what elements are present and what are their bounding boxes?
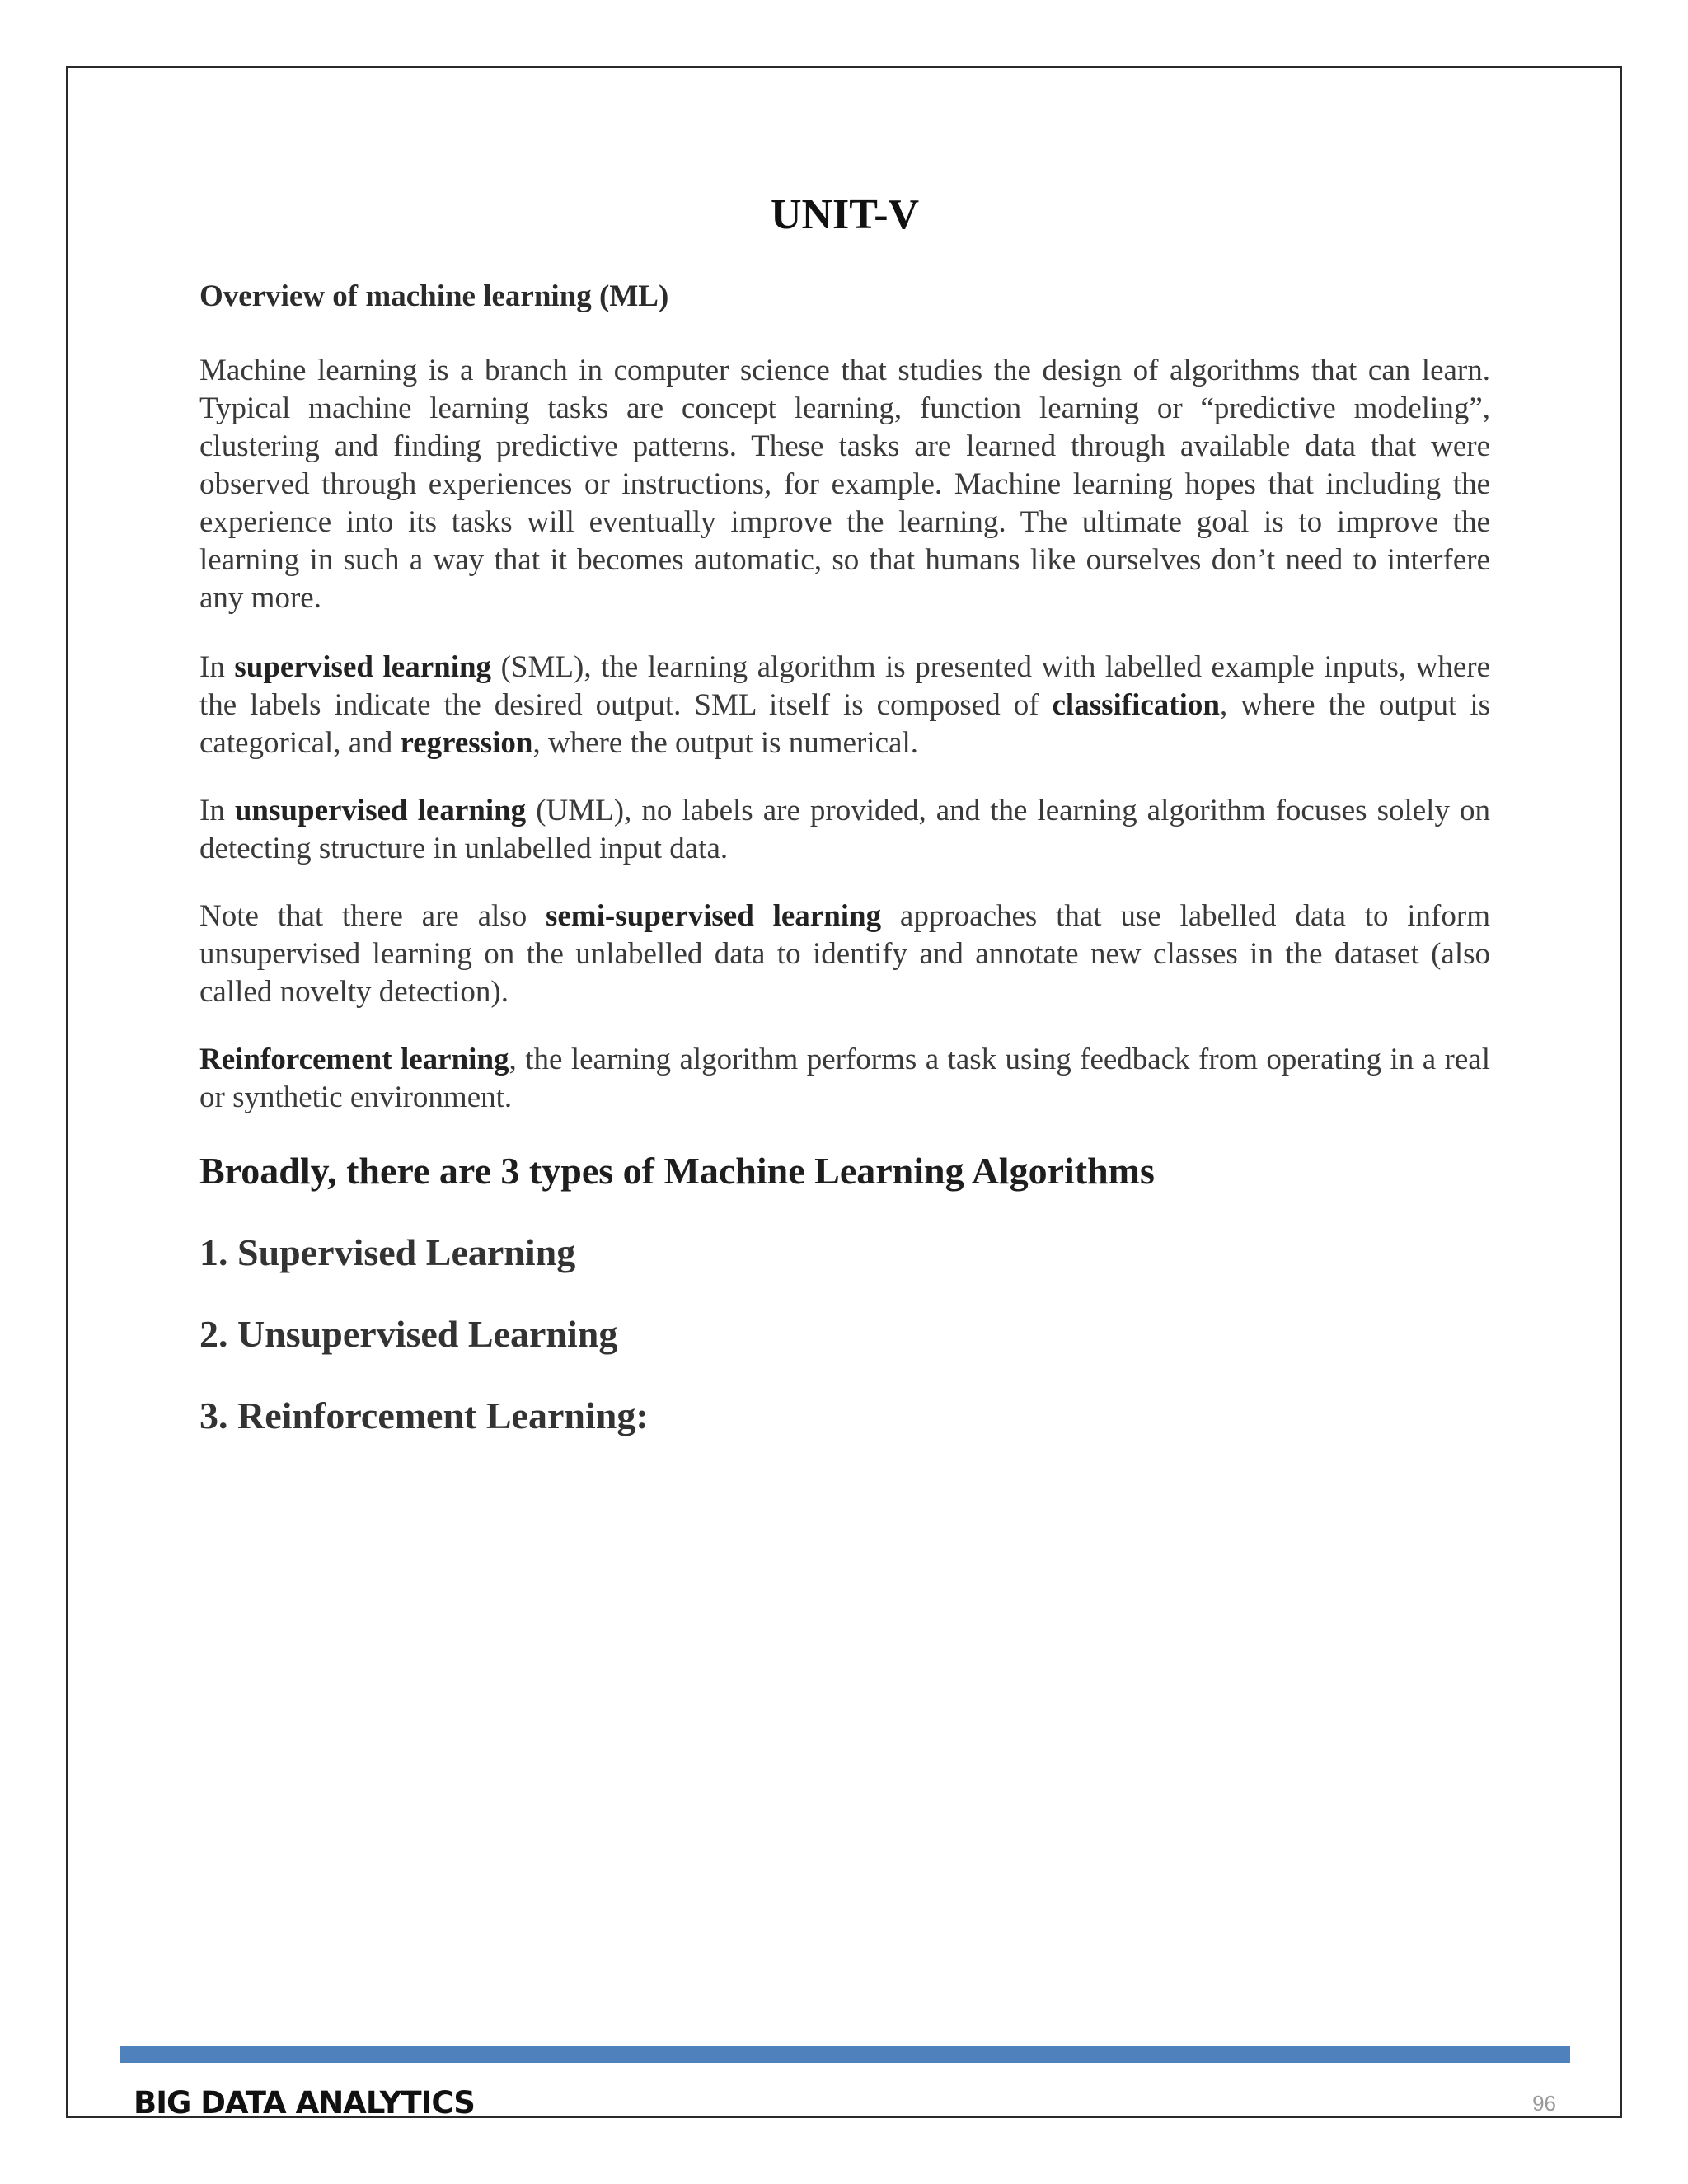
text-run: , where the output is categorical, and [199,687,1490,760]
types-heading: Broadly, there are 3 types of Machine Learning Algorithms [199,1149,1155,1192]
text-run: , where the output is numerical. [532,725,918,760]
text-run: Note that there are also [199,898,546,933]
bold-term-classification: classification [1052,687,1220,722]
paragraph-reinforcement [199,1041,1490,1117]
paragraph-ml-overview: Machine learning is a branch in computer science that studies the design of algorithms that can learn. Typical machine learning tasks are concept learning, function learning or “predictive modeling”, clustering and finding predictive patterns. These tasks are learned through available data that were observed through experiences or instructions, for example. Machine learning hopes that including the experience into its tasks will eventually improve the learning. The ultimate goal is to improve the learning in such a way that it becomes automatic, so that humans like ourselves don’t need to interfere any more. [199,353,1490,615]
list-item-unsupervised: 2. Unsupervised Learning [199,1313,618,1356]
list-item-reinforcement: 3. Reinforcement Learning: [199,1394,649,1437]
footer-divider-bar [120,2046,1570,2063]
list-item-supervised: 1. Supervised Learning [199,1230,576,1273]
page-content [199,165,1490,1439]
bold-term-supervised-learning: supervised learning [234,649,492,684]
bold-term-regression: regression [400,725,533,760]
text-run: In [199,649,235,684]
paragraph-semi-supervised [199,898,1490,1011]
paragraph-unsupervised [199,792,1490,868]
bold-term-unsupervised-learning: unsupervised learning [234,793,527,827]
text-run: approaches that use labelled data to inform unsupervised learning on the unlabelled data to identify and annotate new classes in the dataset (also called novelty detection). [199,898,1490,1009]
text-run: (UML), no labels are provided, and the learning algorithm focuses solely on detecting structure in unlabelled input data. [199,793,1490,865]
text-run: In [199,793,235,827]
bold-term-semi-supervised-learning: semi-supervised learning [545,898,882,933]
page-number: 96 [1532,2091,1556,2116]
bold-term-reinforcement-learning: Reinforcement learning [199,1042,509,1076]
page-title: UNIT-V [770,191,920,238]
section-heading: Overview of machine learning (ML) [199,279,669,314]
text-run: , the learning algorithm performs a task using feedback from operating in a real or synthetic environment. [199,1042,1491,1114]
paragraph-supervised [199,649,1490,762]
text-run: (SML), the learning algorithm is presented with labelled example inputs, where the labels indicate the desired output. SML itself is composed of [199,649,1491,722]
footer-title: BIG DATA ANALYTICS [134,2085,475,2121]
